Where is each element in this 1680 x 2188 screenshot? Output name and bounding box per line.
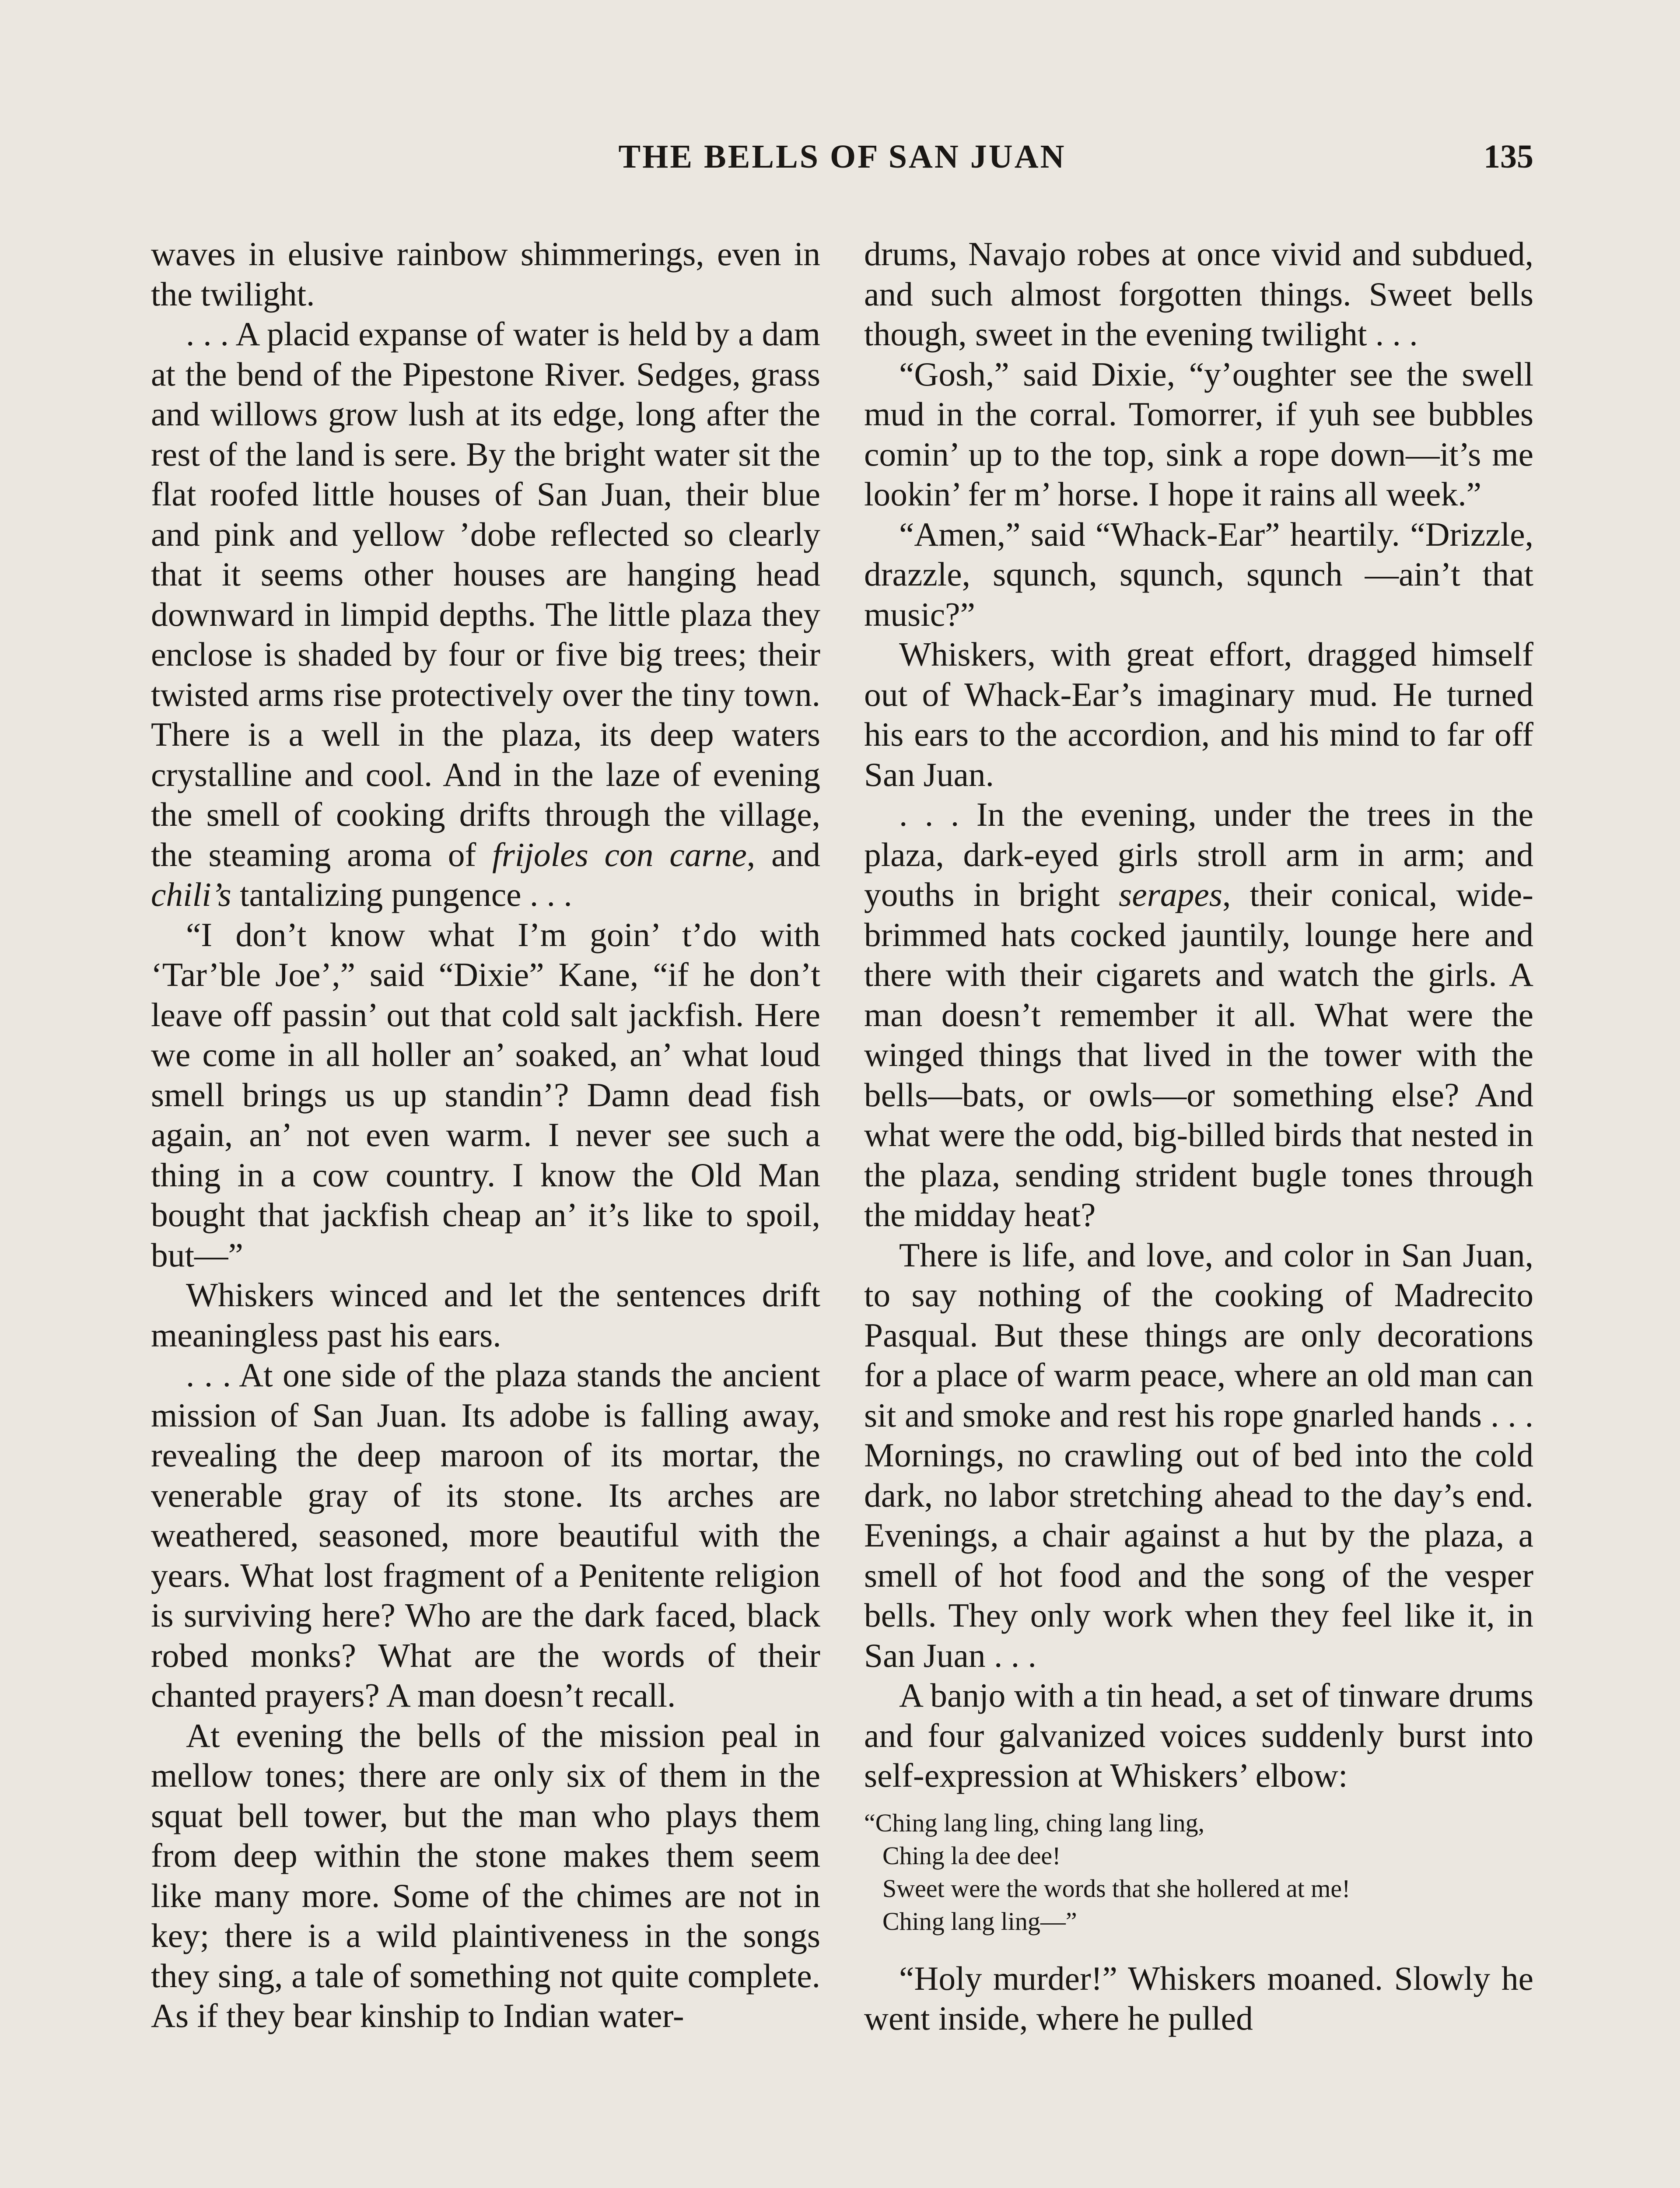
song-line: “Ching lang ling, ching lang ling, <box>864 1808 1205 1837</box>
song-line: Ching lang ling—” <box>882 1907 1077 1936</box>
paragraph <box>864 1959 1533 2039</box>
text-run: waves in elusive rainbow shimmerings, even in the twilight. <box>151 235 820 313</box>
text-run: Whiskers, with great effort, dragged himself out of Whack-Ear’s imaginary mud. He turned his ears to the accordion, and his mind to far off San Juan. <box>864 635 1533 793</box>
text-run: A banjo with a tin head, a set of tinware drums and four galvanized voices suddenly burst into self-expression at Whiskers’ elbow: <box>864 1676 1533 1794</box>
paragraph <box>864 515 1533 635</box>
paragraph <box>151 314 820 915</box>
song-line: Sweet were the words that she hollered at me! <box>882 1874 1351 1903</box>
text-run: “I don’t know what I’m goin’ t’do with ‘Tar’ble Joe’,” said “Dixie” Kane, “if he don’t leave off passin’ out that cold salt jackfish. Here we come in all holler an’ soaked, an’ what loud smell brings us up standin’? Damn dead fish again, an’ not even warm. I never see such a thing in a cow country. I know the Old Man bought that jackfish cheap an’ it’s like to spoil, but—” <box>151 915 820 1274</box>
text-run: “Gosh,” said Dixie, “y’oughter see the swell mud in the corral. Tomorrer, if yuh see bubbles comin’ up to the top, sink a rope down—it’s me lookin’ fer m’ horse. I hope it rains all week.” <box>864 355 1533 513</box>
text-run: , their conical, wide-brimmed hats cocked jauntily, lounge here and there with their cigarets and watch the girls. A man doesn’t remember it all. What were the winged things that lived in the tower with the bells—bats, or owls—or something else? And what were the odd, big-billed birds that nested in the plaza, sending strident bugle tones through the midday heat? <box>864 876 1533 1234</box>
text-run: . . . A placid expanse of water is held by a dam at the bend of the Pipestone River. Sedges, grass and willows grow lush at its edge, long after the rest of the land is sere. By the bright water sit the flat roofed little houses of San Juan, their blue and pink and yellow ’dobe reflected so clearly that it seems other houses are hanging head downward in limpid depths. The little plaza they enclose is shaded by four or five big trees; their twisted arms rise protectively over the tiny town. There is a well in the plaza, its deep waters crystalline and cool. And in the laze of evening the smell of cooking drifts through the village, the steaming aroma of <box>151 315 820 873</box>
paragraph <box>864 635 1533 795</box>
right-column-text-before-song <box>864 234 1533 1796</box>
text-run: “Holy murder!” Whiskers moaned. Slowly he went inside, where he pulled <box>864 1959 1533 2037</box>
song-line: Ching la dee dee! <box>882 1841 1061 1870</box>
text-run: . . . At one side of the plaza stands the ancient mission of San Juan. Its adobe is falling away, revealing the deep maroon of its mortar, the venerable gray of its stone. Its arches are weathered, seasoned, more beautiful with the years. What lost fragment of a Penitente religion is surviving here? Who are the dark faced, black robed monks? What are the words of their chanted prayers? A man doesn’t recall. <box>151 1356 820 1714</box>
text-run: , and <box>746 835 820 873</box>
italic-text: frijoles con carne <box>492 835 747 873</box>
paragraph <box>151 915 820 1276</box>
left-column-text <box>151 234 820 2036</box>
paragraph <box>151 1355 820 1716</box>
paragraph <box>864 795 1533 1235</box>
paragraph <box>151 234 820 314</box>
left-column <box>151 234 820 2036</box>
text-run: There is life, and love, and color in San Juan, to say nothing of the cooking of Madrecito Pasqual. But these things are only decorations for a place of warm peace, where an old man can sit and smoke and rest his rope gnarled hands . . . Mornings, no crawling out of bed into the cold dark, no labor stretching ahead to the day’s end. Evenings, a chair against a hut by the plaza, a smell of hot food and the song of the vesper bells. They only work when they feel like it, in San Juan . . . <box>864 1236 1533 1674</box>
paragraph <box>864 354 1533 515</box>
paragraph <box>151 1275 820 1355</box>
paragraph <box>864 234 1533 354</box>
text-run: tantalizing pungence . . . <box>231 876 572 913</box>
text-run: drums, Navajo robes at once vivid and subdued, and such almost forgotten things. Sweet bells though, sweet in the evening twilight . . . <box>864 235 1533 353</box>
paragraph <box>864 1676 1533 1796</box>
text-run: Whiskers winced and let the sentences drift meaningless past his ears. <box>151 1276 820 1354</box>
text-run: “Amen,” said “Whack-Ear” heartily. “Drizzle, drazzle, squnch, squnch, squnch —ain’t that music?” <box>864 515 1533 633</box>
text-run: At evening the bells of the mission peal in mellow tones; there are only six of them in the squat bell tower, but the man who plays them from deep within the stone makes them seem like many more. Some of the chimes are not in key; there is a wild plaintiveness in the songs they sing, a tale of something not quite complete. As if they bear kinship to Indian water- <box>151 1716 820 2034</box>
running-head <box>151 138 1533 186</box>
page-number: 135 <box>1484 138 1533 175</box>
right-column <box>864 234 1533 2039</box>
paragraph <box>864 1235 1533 1676</box>
italic-text: serapes <box>1119 876 1222 913</box>
text-run: . . . In the evening, under the trees in the plaza, dark-eyed girls stroll arm in arm; and youths in bright <box>864 796 1533 913</box>
running-title: THE BELLS OF SAN JUAN <box>618 138 1066 175</box>
right-column-text-after-song <box>864 1959 1533 2039</box>
paragraph <box>151 1716 820 2036</box>
italic-text: chili’s <box>151 876 231 913</box>
song-verse <box>864 1806 1533 1938</box>
